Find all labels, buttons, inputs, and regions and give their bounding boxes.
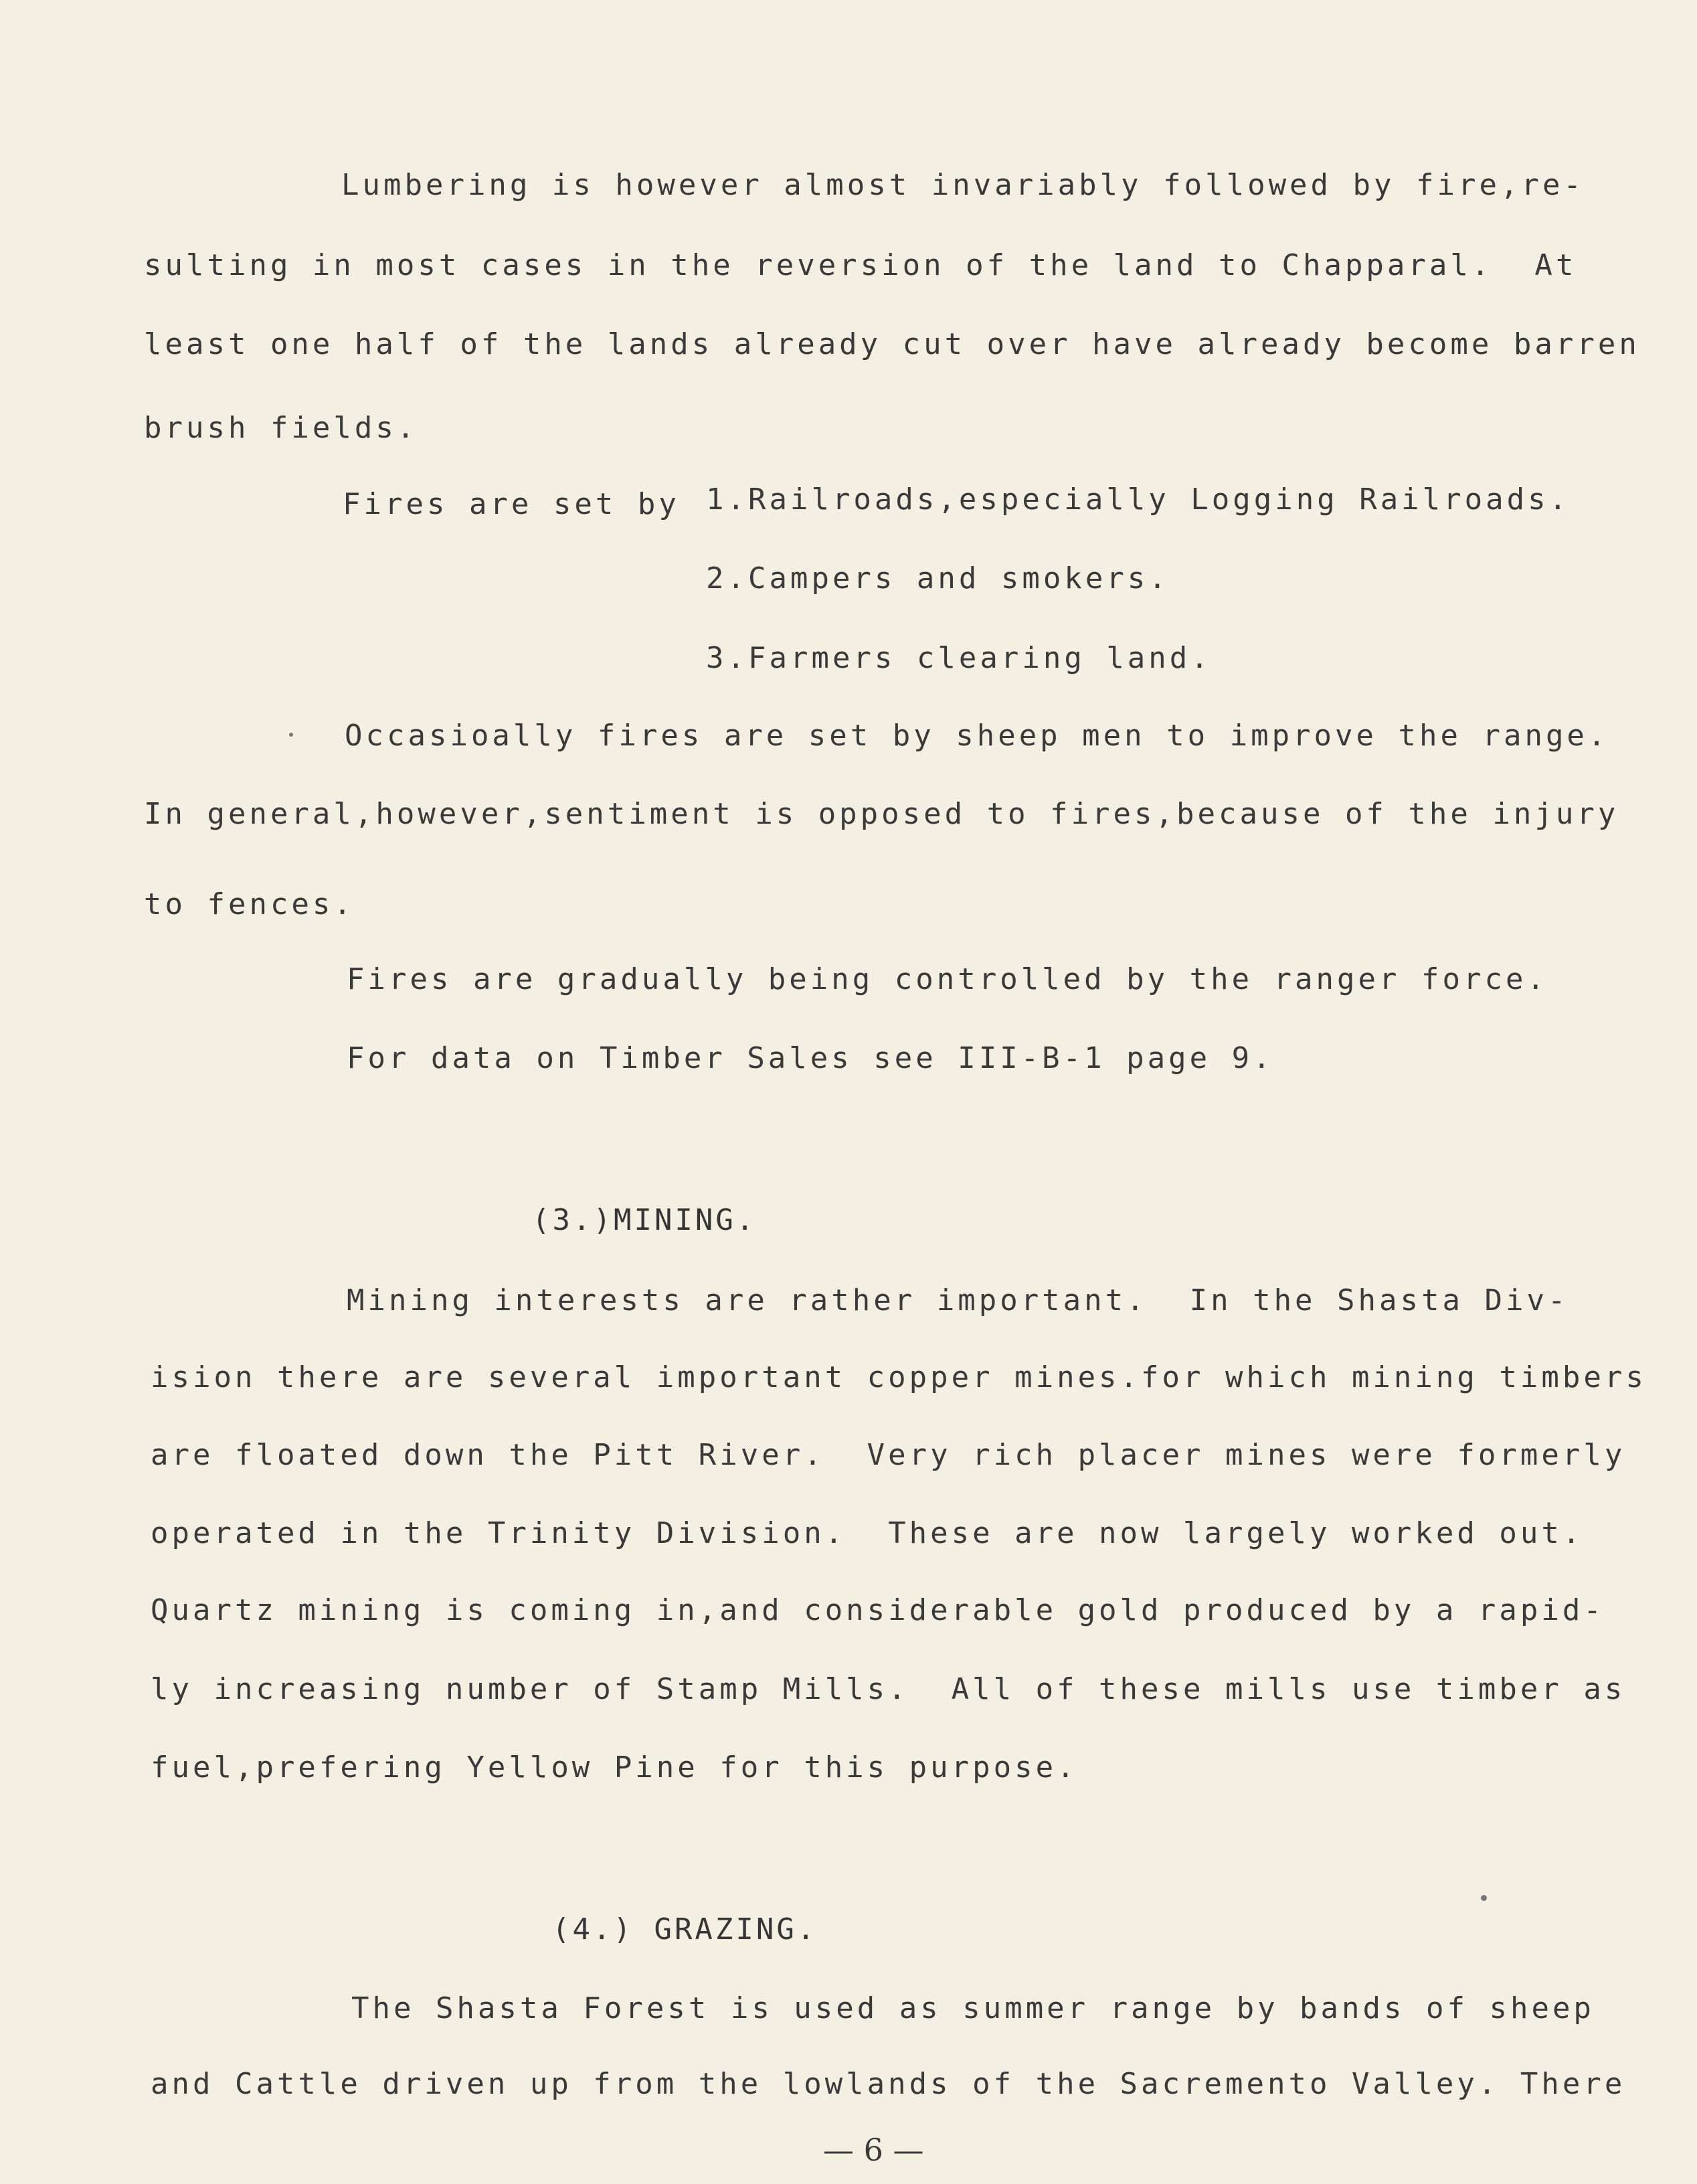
- text-line: Mining interests are rather important. In the Shasta Div-: [347, 1283, 1569, 1317]
- text-line: brush fields.: [144, 411, 418, 445]
- text-line: ly increasing number of Stamp Mills. All of these mills use timber as: [151, 1672, 1626, 1706]
- section-heading-grazing: (4.) GRAZING.: [552, 1912, 818, 1946]
- section-heading-mining: (3.)MINING.: [532, 1203, 757, 1237]
- fire-cause-item: 3.Farmers clearing land.: [706, 641, 1212, 675]
- text-line: least one half of the lands already cut over have already become barren: [144, 327, 1640, 361]
- text-line: The Shasta Forest is used as summer range by bands of sheep: [351, 1991, 1595, 2025]
- text-line: and Cattle driven up from the lowlands of the Sacremento Valley. There: [151, 2067, 1626, 2101]
- text-line: operated in the Trinity Division. These are now largely worked out.: [151, 1516, 1584, 1550]
- text-line: to fences.: [144, 887, 355, 921]
- text-line: are floated down the Pitt River. Very rich placer mines were formerly: [151, 1438, 1626, 1472]
- page-number: — 6 —: [823, 2132, 924, 2168]
- text-line: Fires are gradually being controlled by the ranger force.: [347, 962, 1548, 996]
- text-line: sulting in most cases in the reversion of the land to Chapparal. At: [144, 248, 1577, 282]
- ink-speck: [289, 733, 293, 737]
- text-line: Occasioally fires are set by sheep men to improve the range.: [345, 719, 1609, 753]
- ink-speck: [1481, 1895, 1487, 1901]
- fires-intro: Fires are set by: [343, 487, 680, 521]
- text-line: fuel,prefering Yellow Pine for this purpose.: [151, 1750, 1078, 1785]
- text-line: Quartz mining is coming in,and considerable gold produced by a rapid-: [151, 1593, 1605, 1627]
- fire-cause-item: 2.Campers and smokers.: [706, 561, 1170, 596]
- fire-cause-item: 1.Railroads,especially Logging Railroads.: [706, 482, 1571, 517]
- text-line: For data on Timber Sales see III-B-1 page 9.: [347, 1041, 1274, 1075]
- text-line: In general,however,sentiment is opposed to fires,because of the injury: [144, 797, 1619, 831]
- text-line: Lumbering is however almost invariably followed by fire,re-: [341, 168, 1585, 202]
- text-line: ision there are several important copper mines.for which mining timbers: [151, 1360, 1647, 1394]
